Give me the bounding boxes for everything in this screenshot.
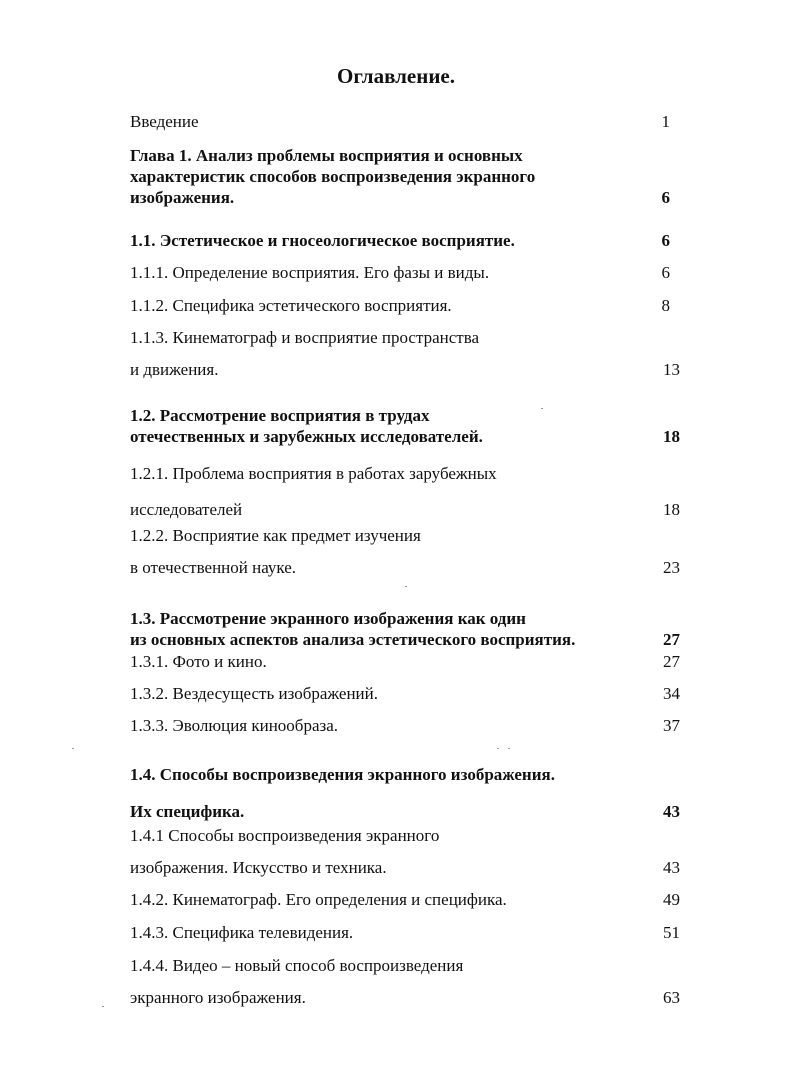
toc-section-1-3-line1: 1.3. Рассмотрение экранного изображения как один bbox=[130, 609, 526, 628]
toc-section-1-1: 1.1. Эстетическое и гносеологическое восприятие. bbox=[130, 231, 515, 250]
toc-section-1-4-4-line2: экранного изображения. bbox=[130, 988, 306, 1007]
toc-section-1-2-line1: 1.2. Рассмотрение восприятия в трудах bbox=[130, 406, 430, 425]
toc-section-1-3-line2: из основных аспектов анализа эстетического восприятия. bbox=[130, 630, 576, 649]
toc-section-1-1-1: 1.1.1. Определение восприятия. Его фазы и виды. bbox=[130, 263, 490, 282]
scan-speck bbox=[508, 748, 510, 749]
toc-section-1-3-3: 1.3.3. Эволюция кинообраза. bbox=[130, 716, 339, 735]
toc-section-1-1-2: 1.1.2. Специфика эстетического восприятия. bbox=[130, 296, 452, 315]
toc-chapter-1-line3: изображения. bbox=[130, 188, 235, 207]
toc-section-1-2-1-line2: исследователей bbox=[130, 500, 243, 519]
toc-page-1-3-1: 27 bbox=[663, 652, 680, 671]
toc-section-1-4-3: 1.4.3. Специфика телевидения. bbox=[130, 923, 354, 942]
toc-page-1-1-2: 8 bbox=[661, 296, 670, 315]
toc-entry-intro: Введение bbox=[130, 112, 199, 131]
scan-speck bbox=[405, 586, 407, 587]
toc-section-1-1-3-line1: 1.1.3. Кинематограф и восприятие пространства bbox=[130, 328, 480, 347]
toc-page-1-4-1: 43 bbox=[663, 858, 680, 877]
toc-section-1-2-line2: отечественных и зарубежных исследователей. bbox=[130, 427, 483, 446]
toc-page-1-3: 27 bbox=[663, 630, 680, 649]
toc-section-1-4-line2: Их специфика. bbox=[130, 802, 245, 821]
toc-page-intro: 1 bbox=[661, 112, 670, 131]
scan-speck bbox=[72, 748, 74, 749]
toc-page-1-3-2: 34 bbox=[663, 684, 680, 703]
toc-section-1-1-3-line2: и движения. bbox=[130, 360, 219, 379]
toc-section-1-3-1: 1.3.1. Фото и кино. bbox=[130, 652, 267, 671]
toc-section-1-2-2-line2: в отечественной науке. bbox=[130, 558, 297, 577]
toc-chapter-1-line1: Глава 1. Анализ проблемы восприятия и основных bbox=[130, 146, 523, 165]
toc-page-1-3-3: 37 bbox=[663, 716, 680, 735]
toc-page-1-4-3: 51 bbox=[663, 923, 680, 942]
toc-page-chapter-1: 6 bbox=[661, 188, 670, 207]
toc-page-1-2: 18 bbox=[663, 427, 680, 446]
toc-section-1-2-2-line1: 1.2.2. Восприятие как предмет изучения bbox=[130, 526, 421, 545]
toc-page-1-4-4: 63 bbox=[663, 988, 680, 1007]
toc-page-1-1-3: 13 bbox=[663, 360, 680, 379]
toc-section-1-4-2: 1.4.2. Кинематограф. Его определения и специфика. bbox=[130, 890, 507, 909]
toc-section-1-3-2: 1.3.2. Вездесущесть изображений. bbox=[130, 684, 378, 703]
toc-section-1-4-line1: 1.4. Способы воспроизведения экранного изображения. bbox=[130, 765, 555, 784]
scan-speck bbox=[541, 408, 543, 409]
toc-section-1-4-1-line1: 1.4.1 Способы воспроизведения экранного bbox=[130, 826, 440, 845]
scan-speck bbox=[102, 1006, 104, 1007]
toc-page-1-4-2: 49 bbox=[663, 890, 680, 909]
toc-section-1-2-1-line1: 1.2.1. Проблема восприятия в работах зарубежных bbox=[130, 464, 497, 483]
page-title: Оглавление. bbox=[336, 64, 456, 88]
toc-page-1-4: 43 bbox=[663, 802, 680, 821]
toc-section-1-4-4-line1: 1.4.4. Видео – новый способ воспроизведения bbox=[130, 956, 464, 975]
toc-page-1-1-1: 6 bbox=[661, 263, 670, 282]
toc-page-1-2-1: 18 bbox=[663, 500, 680, 519]
toc-chapter-1-line2: характеристик способов воспроизведения экранного bbox=[130, 167, 536, 186]
scan-speck bbox=[497, 748, 499, 749]
toc-section-1-4-1-line2: изображения. Искусство и техника. bbox=[130, 858, 387, 877]
toc-page-1-2-2: 23 bbox=[663, 558, 680, 577]
toc-page-1-1: 6 bbox=[661, 231, 670, 250]
